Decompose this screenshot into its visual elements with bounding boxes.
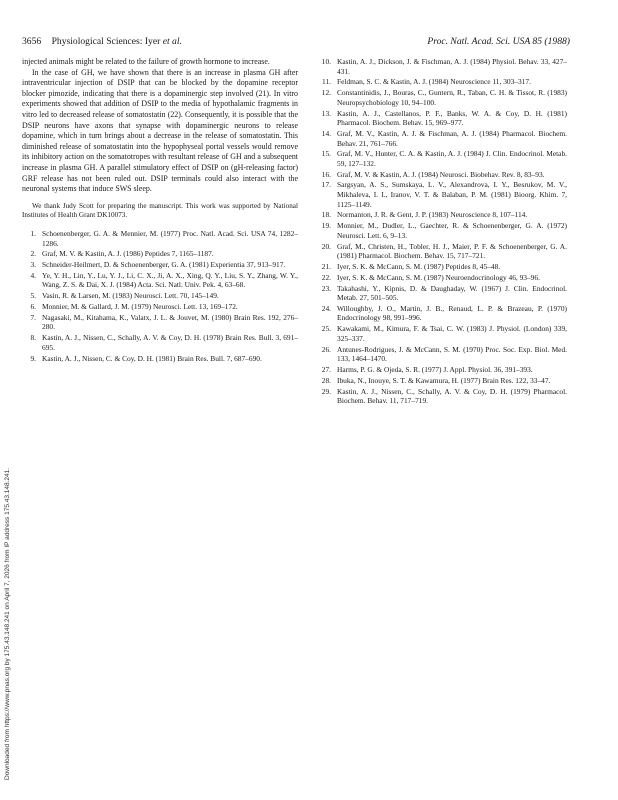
reference-number: 29.	[321, 386, 331, 396]
reference-item	[317, 57, 567, 76]
reference-text: Graf, M., Christen, H., Tobler, H. J., Maier, P. F. & Schoenenberger, G. A. (1981) Pharmacol. Biochem. Behav. 15, 717–721.	[337, 241, 567, 261]
reference-text: Kawakami, M., Kimura, F. & Tsai, C. W. (1983) J. Physiol. (London) 339, 325–337.	[337, 324, 567, 343]
reference-number: 19.	[321, 221, 331, 231]
page-number: 3656	[22, 36, 42, 47]
reference-text: Monnier, M. & Gallard, J. M. (1979) Neurosci. Lett. 13, 169–172.	[42, 302, 238, 311]
reference-text: Schneider-Heilmert, D. & Schoenenberger, G. A. (1981) Experientia 37, 913–917.	[42, 260, 286, 270]
reference-item	[317, 129, 567, 148]
reference-text: Kastin, A. J., Nissen, C., Schally, A. V. & Coy, D. H. (1979) Pharmacol. Biochem. Behav. 11, 717–719.	[337, 386, 567, 406]
reference-item	[317, 273, 567, 283]
reference-number: 24.	[321, 303, 331, 313]
reference-number: 2.	[30, 249, 36, 259]
reference-item	[317, 77, 567, 87]
header-left	[22, 36, 182, 47]
journal-citation: Proc. Natl. Acad. Sci. USA 85 (1988)	[427, 36, 570, 47]
reference-text: Sargsyan, A. S., Sumskaya, L. V., Alexandrova, I. Y., Besrukov, M. V., Mikhaleva, I. I., Iranov, V. T. & Balaban, P. M. (1981) Bioorg. Khim. 7, 1125–1149.	[337, 180, 567, 209]
reference-item	[317, 109, 567, 128]
reference-text: Willoughby, J. O., Martin, J. B., Renaud, L. P. & Brazeau, P. (1970) Endocrinology 98, 991–996.	[337, 303, 567, 323]
reference-number: 20.	[321, 241, 331, 251]
reference-text: Vasin, R. & Larsen, M. (1983) Neurosci. Lett. 70, 145–149.	[42, 291, 219, 301]
reference-item	[317, 170, 567, 180]
reference-list-right	[317, 57, 567, 406]
reference-text: Graf, M. V., Hunter, C. A. & Kastin, A. J. (1984) J. Clin. Endocrinol. Metab. 59, 127–132.	[337, 149, 567, 168]
reference-number: 12.	[321, 88, 331, 98]
reference-number: 5.	[30, 291, 36, 301]
reference-text: Nagasaki, M., Kitahama, K., Valatx, J. L. & Jouvet, M. (1980) Brain Res. 192, 276–280.	[42, 312, 298, 332]
reference-item	[317, 284, 567, 303]
reference-text: Takahashi, Y., Kipnis, D. & Daughaday, W. (1967) J. Clin. Endocrinol. Metab. 27, 501–505.	[337, 283, 567, 303]
reference-number: 10.	[321, 57, 331, 66]
reference-text: Kastin, A. J., Dickson, J. & Fischman, A. J. (1984) Physiol. Behav. 33, 427–431.	[337, 57, 567, 76]
body-paragraph: injected animals might be related to the failure of growth hormone to increase.	[22, 57, 270, 66]
left-column	[22, 57, 298, 364]
reference-number: 8.	[30, 333, 36, 343]
reference-text: Kastin, A. J., Castellanos, P. F., Banks, W. A. & Coy, D. H. (1981) Pharmacol. Biochem. Behav. 15, 969–977.	[337, 108, 567, 128]
reference-list-left	[22, 229, 298, 363]
reference-item	[22, 313, 298, 332]
reference-text: Graf, M. V. & Kastin, A. J. (1984) Neurosci. Biobehav. Rev. 8, 83–93.	[337, 169, 545, 179]
reference-item	[317, 180, 567, 209]
right-column	[317, 57, 567, 407]
reference-item	[22, 271, 298, 290]
reference-number: 11.	[322, 77, 331, 87]
reference-item	[22, 291, 298, 301]
reference-item	[22, 229, 298, 248]
reference-item	[317, 387, 567, 406]
reference-number: 16.	[321, 169, 331, 179]
reference-item	[317, 365, 567, 375]
reference-number: 26.	[321, 344, 331, 354]
reference-item	[317, 221, 567, 240]
reference-item	[317, 210, 567, 220]
reference-item	[22, 260, 298, 270]
reference-number: 7.	[30, 312, 36, 322]
reference-number: 28.	[321, 375, 331, 385]
reference-number: 4.	[30, 270, 36, 280]
reference-item	[317, 304, 567, 323]
acknowledgement: We thank Judy Scott for preparing the manuscript. This work was supported by National Institutes of Health Grant DK10073.	[22, 201, 298, 220]
reference-item	[22, 302, 298, 312]
et-al: et al.	[162, 36, 182, 47]
reference-item	[317, 242, 567, 261]
reference-number: 17.	[321, 180, 331, 190]
reference-text: Normanton, J. R. & Gent, J. P. (1983) Neuroscience 8, 107–114.	[337, 210, 528, 220]
reference-number: 18.	[321, 210, 331, 220]
reference-number: 23.	[321, 283, 331, 293]
reference-text: Ye, Y. H., Lin, Y., Lu, Y. J., Li, C. X., Ji, A. X., Xing, Q. Y., Liu, S. Y., Zhang, W. Y., Wang, Z. S. & Dai, X. J. (1984) Acta. Sci. Natl. Univ. Pek. 4, 63–68.	[42, 270, 298, 290]
reference-item	[317, 88, 567, 107]
reference-text: Kastin, A. J., Nissen, C., Schally, A. V. & Coy, D. H. (1978) Brain Res. Bull. 3, 691–695.	[42, 333, 298, 352]
reference-text: Graf, M. V. & Kastin, A. J. (1986) Peptides 7, 1165–1187.	[42, 249, 214, 259]
reference-number: 13.	[321, 108, 331, 118]
reference-item	[317, 324, 567, 343]
reference-item	[317, 345, 567, 364]
reference-number: 15.	[321, 149, 331, 159]
reference-text: Iyer, S. K. & McCann, S. M. (1987) Peptides 8, 45–48.	[337, 261, 501, 271]
reference-text: Constantinidis, J., Bouras, C., Guntern, R., Taban, C. H. & Tissot, R. (1983) Neuropsychobiology 10, 94–100.	[337, 88, 567, 107]
body-paragraph: In the case of GH, we have shown that there is an increase in plasma GH after intraventricular injection of DSIP that can be blocked by the dopamine receptor blocker pimozide, indicating that there is a dopaminergic step involved (21). In vitro experiments showed that addition of DSIP to the media of hypothalamic fragments in vitro led to decreased release of somatostatin (22). Consequently, it is possible that the DSIP neurons have axons that synapse with dopaminergic neurons to release dopamine, which in turn brings about a decrease in the release of somatostatin. This diminished release of somatostatin into the hypophyseal portal vessels would remove its inhibitory action on the somatotropes with resultant release of GH and a subsequent increase in plasma GH. A parallel stimulatory effect of DSIP on (gH-releasing factor) GRF release has not been ruled out. DSIP terminals could also interact with the neuronal systems that induce SWS sleep.	[22, 67, 298, 194]
reference-number: 9.	[30, 353, 36, 363]
reference-text: Iyer, S. K. & McCann, S. M. (1987) Neuroendocrinology 46, 93–96.	[337, 272, 540, 282]
reference-text: Graf, M. V., Kastin, A. J. & Fischman, A. J. (1984) Pharmacol. Biochem. Behav. 21, 761–766.	[337, 128, 567, 148]
reference-number: 1.	[30, 228, 36, 238]
reference-number: 25.	[321, 324, 331, 334]
reference-item	[317, 149, 567, 168]
reference-item	[317, 262, 567, 272]
reference-item	[22, 333, 298, 352]
running-header	[22, 36, 570, 50]
reference-text: Kastin, A. J., Nissen, C. & Coy, D. H. (1981) Brain Res. Bull. 7, 687–690.	[42, 353, 262, 363]
reference-text: Schoenenberger, G. A. & Mennier, M. (1977) Proc. Natl. Acad. Sci. USA 74, 1282–1286.	[42, 228, 298, 248]
reference-number: 3.	[30, 260, 36, 270]
reference-text: Harms, P. G. & Ojeda, S. R. (1977) J. Appl. Physiol. 36, 391–393.	[337, 365, 533, 374]
reference-number: 21.	[321, 261, 331, 271]
reference-item	[22, 249, 298, 259]
reference-number: 22.	[321, 272, 331, 282]
reference-number: 27.	[321, 365, 331, 374]
reference-item	[317, 376, 567, 386]
reference-item	[22, 354, 298, 364]
reference-text: Ibuka, N., Inouye, S. T. & Kawamura, H. (1977) Brain Res. 122, 33–47.	[337, 375, 551, 385]
reference-text: Antunes-Rodrigues, J. & McCann, S. M. (1970) Proc. Soc. Exp. Biol. Med. 133, 1464–1470.	[337, 344, 567, 364]
section-title: Physiological Sciences: Iyer	[51, 36, 161, 47]
reference-number: 14.	[321, 128, 331, 138]
download-watermark: Downloaded from https://www.pnas.org by 175.43.148.241 on April 7, 2026 from IP address 175.43.148.241.	[4, 467, 11, 780]
reference-text: Feldman, S. C. & Kastin, A. J. (1984) Neuroscience 11, 303–317.	[337, 77, 531, 87]
reference-text: Monnier, M., Dudler, L., Gaechter, R. & Schoenenberger, G. A. (1972) Neurosci. Lett. 6, 9–13.	[337, 221, 567, 240]
reference-number: 6.	[30, 302, 36, 311]
